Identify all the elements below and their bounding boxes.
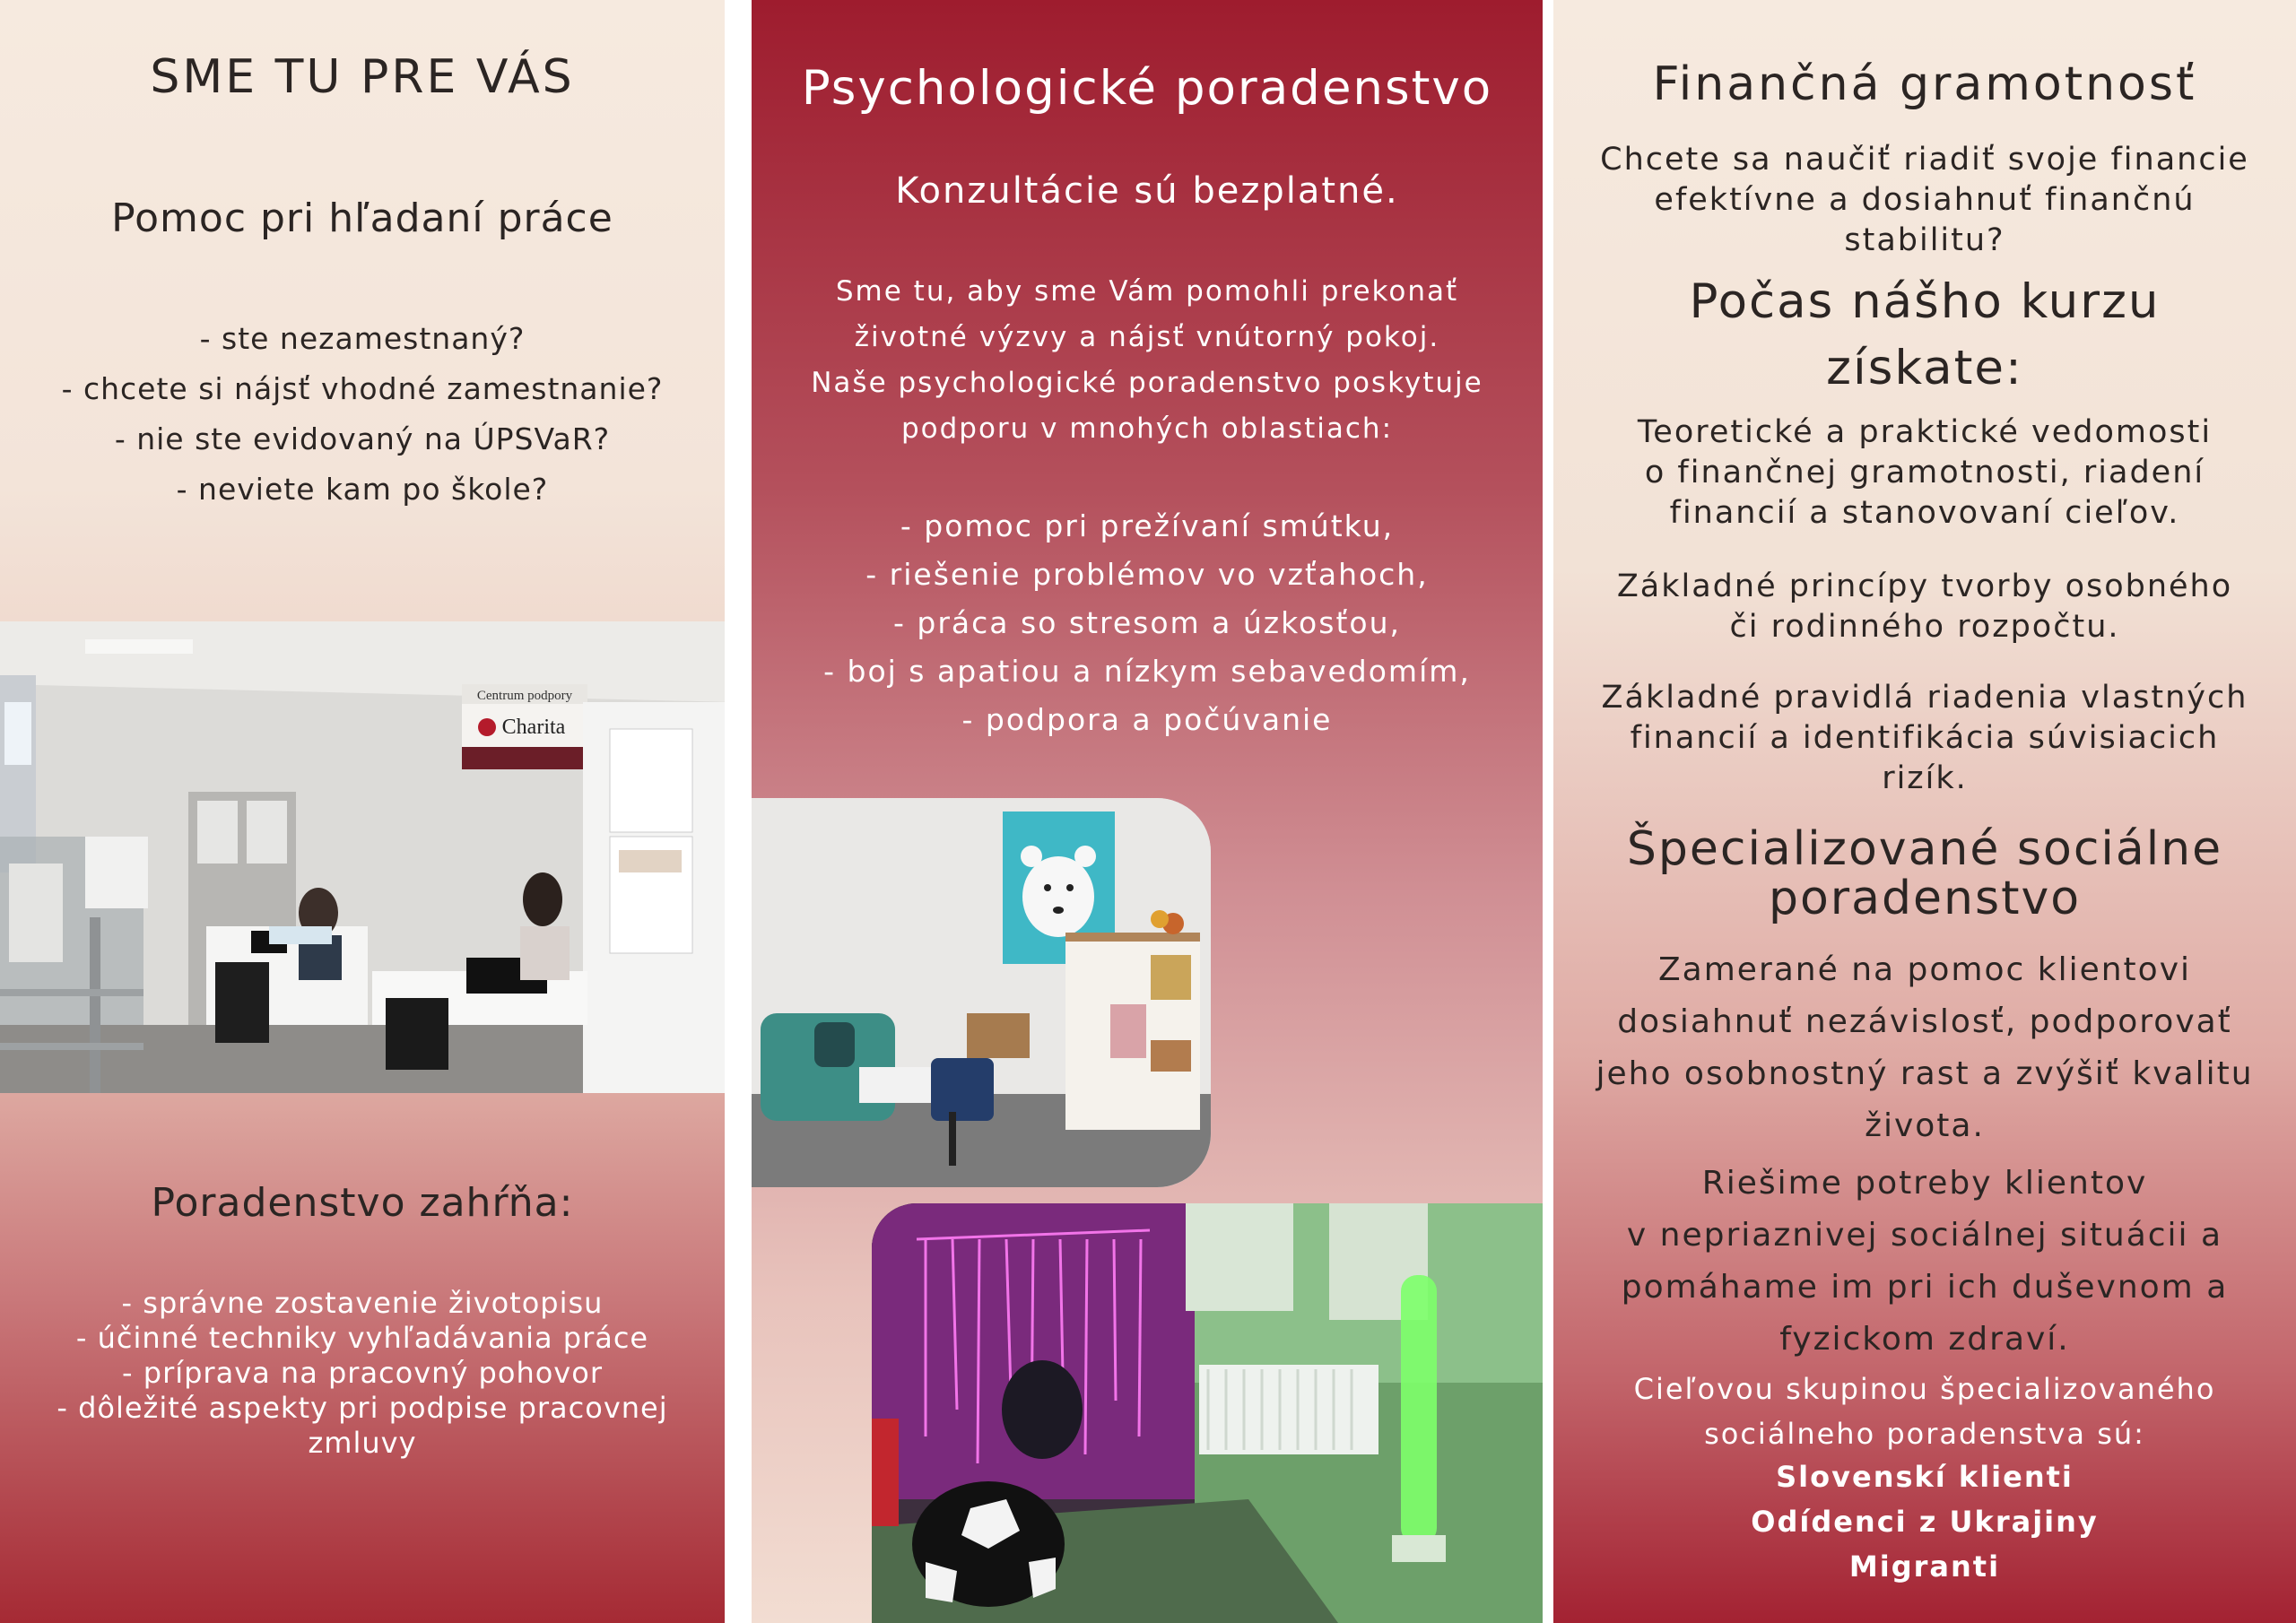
counselling-list [0,1286,725,1461]
intro-line: životné výzvy a nájsť vnútorný pokoj. [854,321,1440,353]
left-title: SME TU PRE VÁS [150,50,575,104]
benefit-theory [1553,412,2296,534]
text-line: v nepriaznivej sociálnej situácii a [1626,1217,2223,1254]
text-line: financií a stanovovaní cieľov. [1669,495,2180,531]
text-line: Chcete sa naučiť riadiť svoje financie [1600,142,2249,178]
finance-question [1553,140,2296,261]
text-line: Základné princípy tvorby osobného [1616,568,2233,604]
text-line: Cieľovou skupinou špecializovaného [1633,1372,2216,1406]
benefit-budget [1553,567,2296,647]
text-line: Základné pravidlá riadenia vlastných [1601,680,2248,716]
job-questions-list [0,314,725,515]
target-group-intro [1553,1367,2296,1456]
right-panel [1553,0,2296,1623]
text-line: pomáhame im pri ich duševnom a [1621,1269,2229,1306]
list-item: - ste nezamestnaný? [199,321,526,356]
list-item: - pomoc pri prežívaní smútku, [900,508,1395,543]
intro-line: Sme tu, aby sme Vám pomohli prekonať [835,275,1459,308]
specialized-description [1553,944,2296,1152]
text-line: či rodinného rozpočtu. [1729,609,2120,645]
list-item: - práca so stresom a úzkosťou, [893,605,1401,640]
text-line: dosiahnuť nezávislosť, podporovať [1617,1003,2232,1040]
left-panel [0,0,725,1623]
text-line: jeho osobnostný rast a zvýšiť kvalitu [1596,1055,2254,1092]
text-line: Zamerané na pomoc klientovi [1658,951,2191,988]
list-item: - nie ste evidovaný na ÚPSVaR? [114,421,611,456]
counselling-room-photo [752,798,1211,1187]
heading-line: Špecializované sociálne [1626,822,2223,876]
list-item: - dôležité aspekty pri podpise pracovnej [57,1391,668,1425]
heading-line: získate: [1826,341,2023,395]
specialized-counselling-heading [1553,822,2296,925]
text-line: fyzickom zdraví. [1779,1321,2070,1358]
list-item: - neviete kam po škole? [176,472,549,507]
free-consultations-text: Konzultácie sú bezplatné. [895,170,1399,212]
text-line: o finančnej gramotnosti, riadení [1644,455,2205,490]
list-item: zmluvy [308,1426,417,1460]
counselling-heading: Poradenstvo zahŕňa: [151,1180,574,1226]
intro-line: podporu v mnohých oblastiach: [900,412,1394,445]
heading-line: Počas nášho kurzu [1689,274,2161,329]
financial-literacy-title: Finančná gramotnosť [1652,57,2197,111]
psychology-areas-list [752,502,1543,744]
list-item: - správne zostavenie životopisu [121,1286,604,1320]
heading-line: poradenstvo [1768,872,2082,925]
psychology-title: Psychologické poradenstvo [801,61,1493,116]
list-item: Slovenskí klienti [1776,1460,2074,1494]
sign-brand: Charita [501,716,566,739]
text-line: rizík. [1882,760,1968,796]
text-line: financií a identifikácia súvisiacich [1630,720,2220,756]
text-line: Riešime potreby klientov [1701,1165,2148,1202]
job-help-heading: Pomoc pri hľadaní práce [111,195,613,241]
sign-text: Centrum podpory [476,689,573,703]
list-item: - riešenie problémov vo vzťahoch, [865,557,1429,592]
text-line: efektívne a dosiahnuť finančnú [1654,182,2196,218]
list-item: - boj s apatiou a nízkym sebavedomím, [823,654,1471,689]
course-heading [1553,269,2296,402]
middle-panel [752,0,1543,1623]
text-line: Teoretické a praktické vedomosti [1637,414,2213,450]
list-item: Odídenci z Ukrajiny [1751,1505,2099,1539]
list-item: - príprava na pracovný pohovor [122,1356,603,1390]
intro-line: Naše psychologické poradenstvo poskytuje [811,367,1483,399]
benefit-rules [1553,678,2296,799]
list-item: - chcete si nájsť vhodné zamestnanie? [61,371,664,406]
list-item: - účinné techniky vyhľadávania práce [75,1321,649,1355]
specialized-solutions [1553,1158,2296,1366]
text-line: sociálneho poradenstva sú: [1704,1417,2145,1451]
text-line: stabilitu? [1844,222,2005,258]
list-item: Migranti [1848,1549,2001,1584]
list-item: - podpora a počúvanie [961,702,1333,737]
psychology-intro [752,269,1543,452]
office-photo [0,621,725,1093]
sensory-room-photo [872,1203,1543,1623]
text-line: života. [1865,1107,1985,1144]
target-groups-list [1553,1454,2296,1589]
